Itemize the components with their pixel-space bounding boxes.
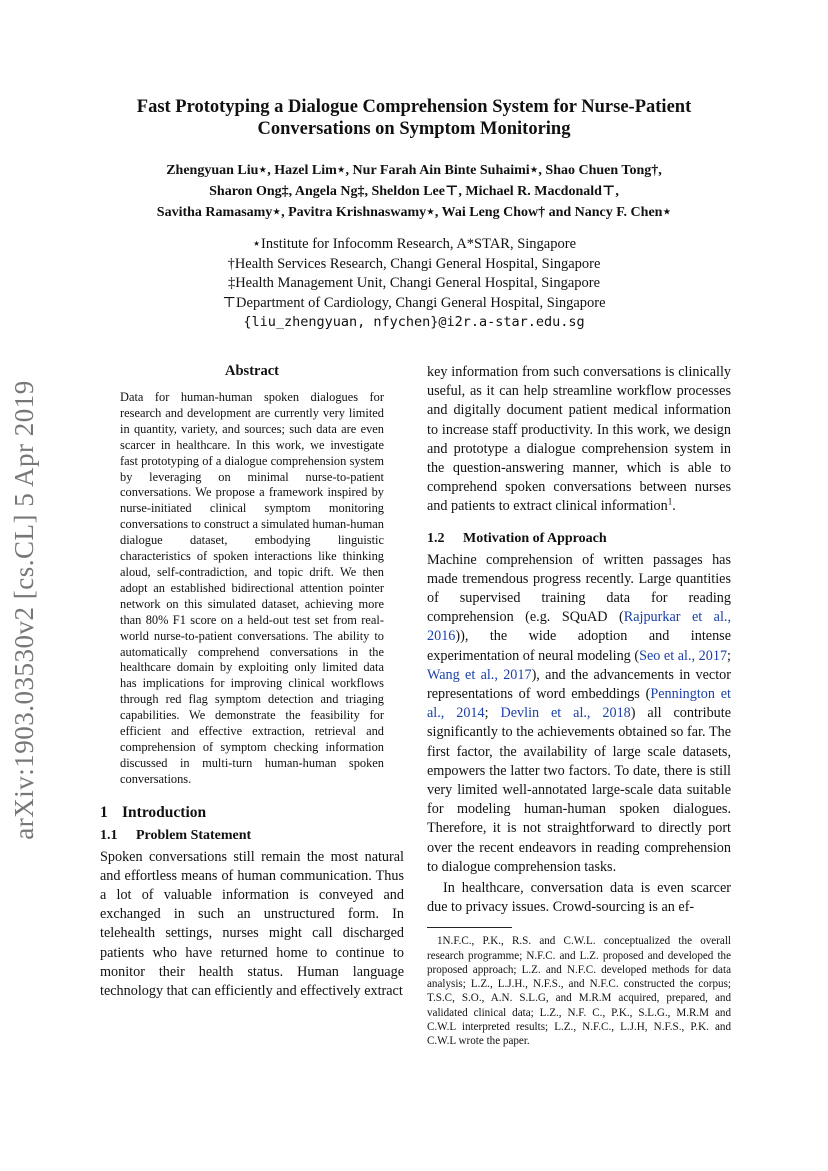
footnote-text: 1N.F.C., P.K., R.S. and C.W.L. conceptualized the overall research programme; N.F.C. and L.Z. proposed and developed the proposed approach; L.Z. and N.F.C. developed methods for data analysis; L.Z., L.J.H., N.F.S., and N.F.C. constructed the corpus; T.S.C, S.O., A.N. S.L.G, and M.R.M acquired, prepared, and validated clinical data; L.Z., N.F. C., P.K., S.L.G., M.R.M and C.W.L interpreted results; L.Z., N.F.C., L.J.H, N.F.S., P.K. and C.W.L wrote the paper. xyxy=(427,935,731,1047)
affiliation-line: ‡Health Management Unit, Changi General Hospital, Singapore xyxy=(227,275,601,291)
section-title: Introduction xyxy=(122,803,207,821)
left-column xyxy=(100,363,404,1001)
affiliation-line: ⊤Department of Cardiology, Changi General Hospital, Singapore xyxy=(222,294,606,311)
paragraph-text: key information from such conversations is clinically useful, as it can help streamline workflow processes and digitally document patient medical information to increase staff productivity. In this work, we design and prototype a dialogue comprehension system in the question-answering manner, which is able to comprehend spoken conversations between nurses and patients to extract clinical information xyxy=(427,364,731,515)
author-list xyxy=(100,160,728,223)
author-line: Sharon Ong‡, Angela Ng‡, Sheldon Lee⊤, Michael R. Macdonald⊤, xyxy=(209,184,619,199)
paragraph-healthcare: In healthcare, conversation data is even scarcer due to privacy issues. Crowd-sourcing is an ef- xyxy=(427,880,731,916)
author-line: Savitha Ramasamy⋆, Pavitra Krishnaswamy⋆, Wai Leng Chow† and Nancy F. Chen⋆ xyxy=(156,205,672,220)
citation-link[interactable]: Devlin et al., 2018 xyxy=(500,705,631,722)
abstract-text: Data for human-human spoken dialogues for research and development are currently very limited in quantity, variety, and sources; such data are even scarcer in healthcare. In this work, we investigate fast prototyping of a dialogue comprehension system by leveraging on minimal nurse-to-patient conversations. We propose a framework inspired by nurse-initiated clinical symptom monitoring conversations to construct a simulated human-human dialogue dataset, embodying linguistic characteristics of spoken interactions like thinking aloud, self-contradiction, and topic drift. We then adopt an established bidirectional attention pointer network on this simulated dataset, achieving more than 80% F1 score on a held-out test set from real-world nurse-to-patient conversations. The ability to automatically comprehend conversations in the healthcare domain by exploiting only limited data has implications for improving clinical workflows through red flag symptom detection and triaging capabilities. We demonstrate the feasibility for efficient and effective extraction, retrieval and comprehension of symptom checking information discussed in multi-turn human-human spoken conversations. xyxy=(120,390,384,786)
citation-link[interactable]: Rajpurkar et al., 2016 xyxy=(427,609,731,645)
paragraph-text: Machine comprehension of written passages has made tremendous progress recently. Large quantities of supervised training data for reading comprehension (e.g. SQuAD ( xyxy=(427,551,731,626)
affiliations xyxy=(100,235,728,333)
paragraph-text: ; xyxy=(484,705,501,722)
footnote-divider xyxy=(427,927,512,928)
paragraph-text: )), the wide adoption and intense experimentation of neural modeling ( xyxy=(427,628,731,664)
subsection-number: 1.1 xyxy=(100,827,118,843)
subsection-number: 1.2 xyxy=(427,530,445,546)
subsection-title: Motivation of Approach xyxy=(463,530,607,546)
citation-link[interactable]: Seo et al., 2017 xyxy=(639,647,728,664)
affiliation-line: ⋆Institute for Infocomm Research, A*STAR, Singapore xyxy=(251,236,577,252)
section-number: 1 xyxy=(100,803,108,821)
paragraph-text: ), and the advancements in vector representations of word embeddings ( xyxy=(427,666,731,703)
subsection-title: Problem Statement xyxy=(136,827,252,843)
contact-email: {liu_zhengyuan, nfychen}@i2r.a-star.edu.sg xyxy=(243,314,585,330)
affiliation-line: †Health Services Research, Changi General Hospital, Singapore xyxy=(227,255,601,272)
right-column xyxy=(427,363,731,1048)
citation-link[interactable]: Pennington et al., 2014 xyxy=(427,686,731,722)
subsection-heading-motivation xyxy=(427,531,731,547)
subsection-heading-problem xyxy=(100,828,404,844)
author-line: Zhengyuan Liu⋆, Hazel Lim⋆, Nur Farah Ain Binte Suhaimi⋆, Shao Chuen Tong†, xyxy=(166,163,662,178)
paragraph-text: ) all contribute significantly to the achievements obtained so far. The first factor, the availability of large scale datasets, empowers the latter two factors. To date, there is still very limited well-annotated large-scale data suitable for modeling human-human spoken dialogues. Therefore, it is not straightforward to directly port over the recent endeavors in reading comprehension to dialogue comprehension tasks. xyxy=(427,705,731,875)
arxiv-identifier: arXiv:1903.03530v2 [cs.CL] 5 Apr 2019 xyxy=(9,380,39,840)
paper-title: Fast Prototyping a Dialogue Comprehension System for Nurse-Patient Conversations on Symptom Monitoring xyxy=(136,97,692,139)
paragraph-text: ; xyxy=(727,647,731,664)
footnote-marker: 1 xyxy=(667,496,673,507)
section-heading-introduction xyxy=(100,804,404,822)
paragraph-problem-continued: key information from such conversations is clinically useful, as it can help streamline workflow processes and digitally document patient medical information to increase staff productivity. In this work, we design and prototype a dialogue comprehension system in the question-answering manner, which is able to comprehend spoken conversations between nurses and patients to extract clinical information$^1$. xyxy=(427,364,731,515)
abstract-heading: Abstract xyxy=(225,363,279,379)
citation-link[interactable]: Wang et al., 2017 xyxy=(427,666,532,683)
paragraph-motivation xyxy=(427,551,731,877)
paragraph-problem-statement: Spoken conversations still remain the most natural and effortless means of human communication. Thus a lot of valuable information is conveyed and exchanged in such an unstructured form. In telehealth settings, nurses might call discharged patients who have returned home to continue to monitor their health status. Human language technology that can efficiently and effectively extract xyxy=(100,848,404,1000)
